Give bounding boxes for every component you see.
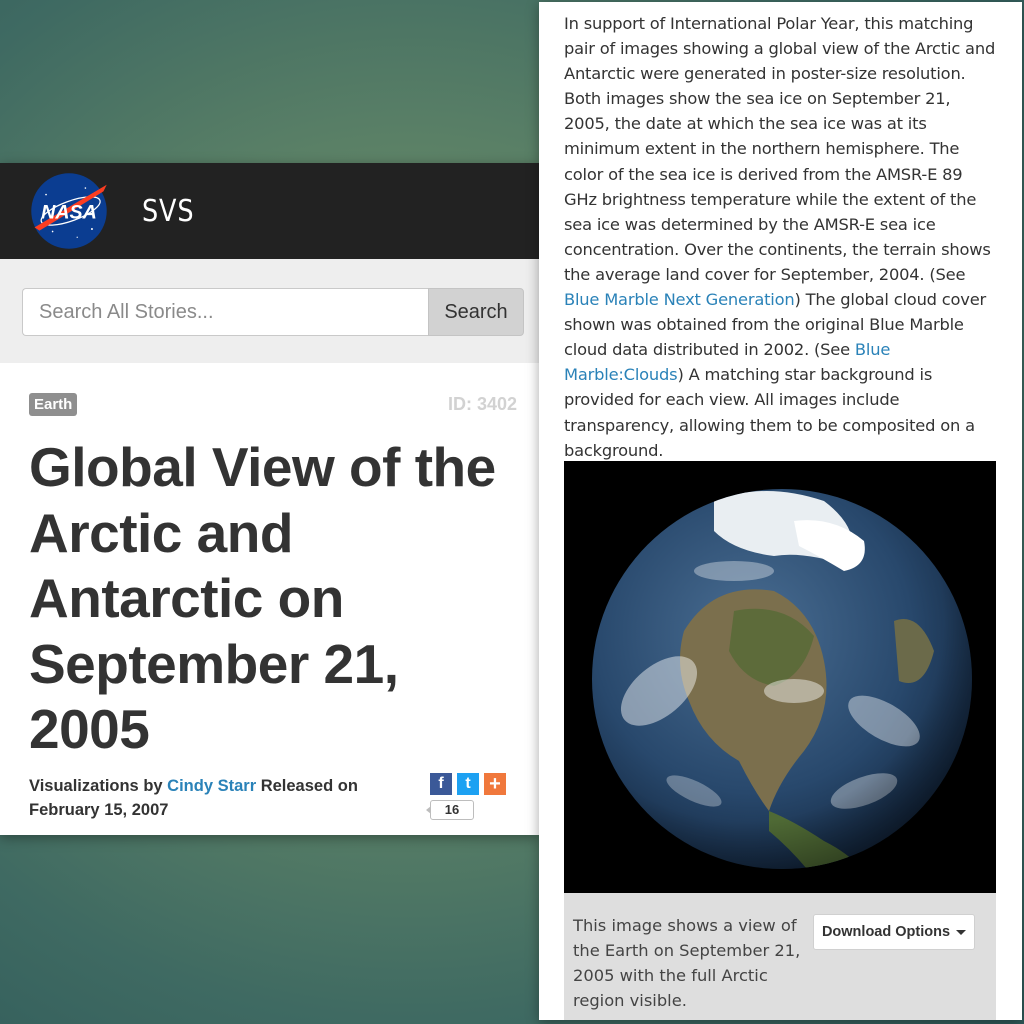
twitter-icon[interactable]: t bbox=[457, 773, 479, 795]
search-button[interactable]: Search bbox=[428, 288, 524, 336]
facebook-icon[interactable]: f bbox=[430, 773, 452, 795]
released-date: February 15, 2007 bbox=[29, 801, 169, 819]
story-description bbox=[564, 11, 999, 463]
image-caption: This image shows a view of the Earth on September 21, 2005 with the full Arctic region visible. bbox=[573, 916, 801, 1010]
download-options-button[interactable] bbox=[813, 914, 975, 950]
site-header bbox=[0, 163, 539, 259]
caret-down-icon bbox=[956, 930, 966, 935]
search-input[interactable] bbox=[22, 288, 428, 336]
add-share-icon[interactable]: + bbox=[484, 773, 506, 795]
category-badge[interactable]: Earth bbox=[29, 393, 77, 416]
released-prefix: Released on bbox=[260, 777, 358, 795]
blue-marble-clouds-link[interactable]: Blue Marble:Clouds bbox=[564, 340, 891, 385]
share-count: 16 bbox=[430, 800, 474, 820]
download-options-label: Download Options bbox=[821, 924, 951, 940]
description-text-3: ) A matching star background is provided for each view. All images include transparency, allowing them to be composited on a background. bbox=[564, 365, 975, 460]
earth-image[interactable] bbox=[564, 461, 996, 893]
story-header-card bbox=[0, 163, 539, 835]
author-link[interactable]: Cindy Starr bbox=[167, 777, 257, 795]
description-text-1: In support of International Polar Year, this matching pair of images showing a global view of the Arctic and Antarctic were generated in poster-size resolution. Both images show the sea ice on September 21, 2005, the date at which the sea ice was at its minimum extent in the northern hemisphere. The color of the sea ice is derived from the AMSR-E 89 GHz brightness temperature while the extent of the sea ice was determined by the AMSR-E sea ice concentration. Over the continents, the terrain shows the average land cover for September, 2004. (See bbox=[564, 14, 996, 284]
site-label[interactable]: SVS bbox=[142, 193, 195, 229]
byline-prefix: Visualizations by bbox=[29, 777, 163, 795]
story-id: ID: 3402 bbox=[447, 394, 517, 414]
share-widget bbox=[430, 773, 506, 820]
search-bar bbox=[0, 259, 539, 363]
blue-marble-next-generation-link[interactable]: Blue Marble Next Generation bbox=[564, 290, 795, 310]
image-caption-bar bbox=[564, 893, 996, 1020]
page-title: Global View of the Arctic and Antarctic on September 21, 2005 bbox=[29, 436, 496, 760]
nasa-logo[interactable] bbox=[28, 170, 110, 252]
story-content-card bbox=[539, 2, 1022, 1020]
byline bbox=[29, 774, 389, 822]
story-meta bbox=[0, 391, 539, 427]
svg-text:NASA: NASA bbox=[41, 201, 97, 224]
earth-globe-graphic bbox=[564, 461, 996, 893]
description-text-2: ) The global cloud cover shown was obtained from the original Blue Marble cloud data distributed in 2002. (See bbox=[564, 290, 987, 360]
